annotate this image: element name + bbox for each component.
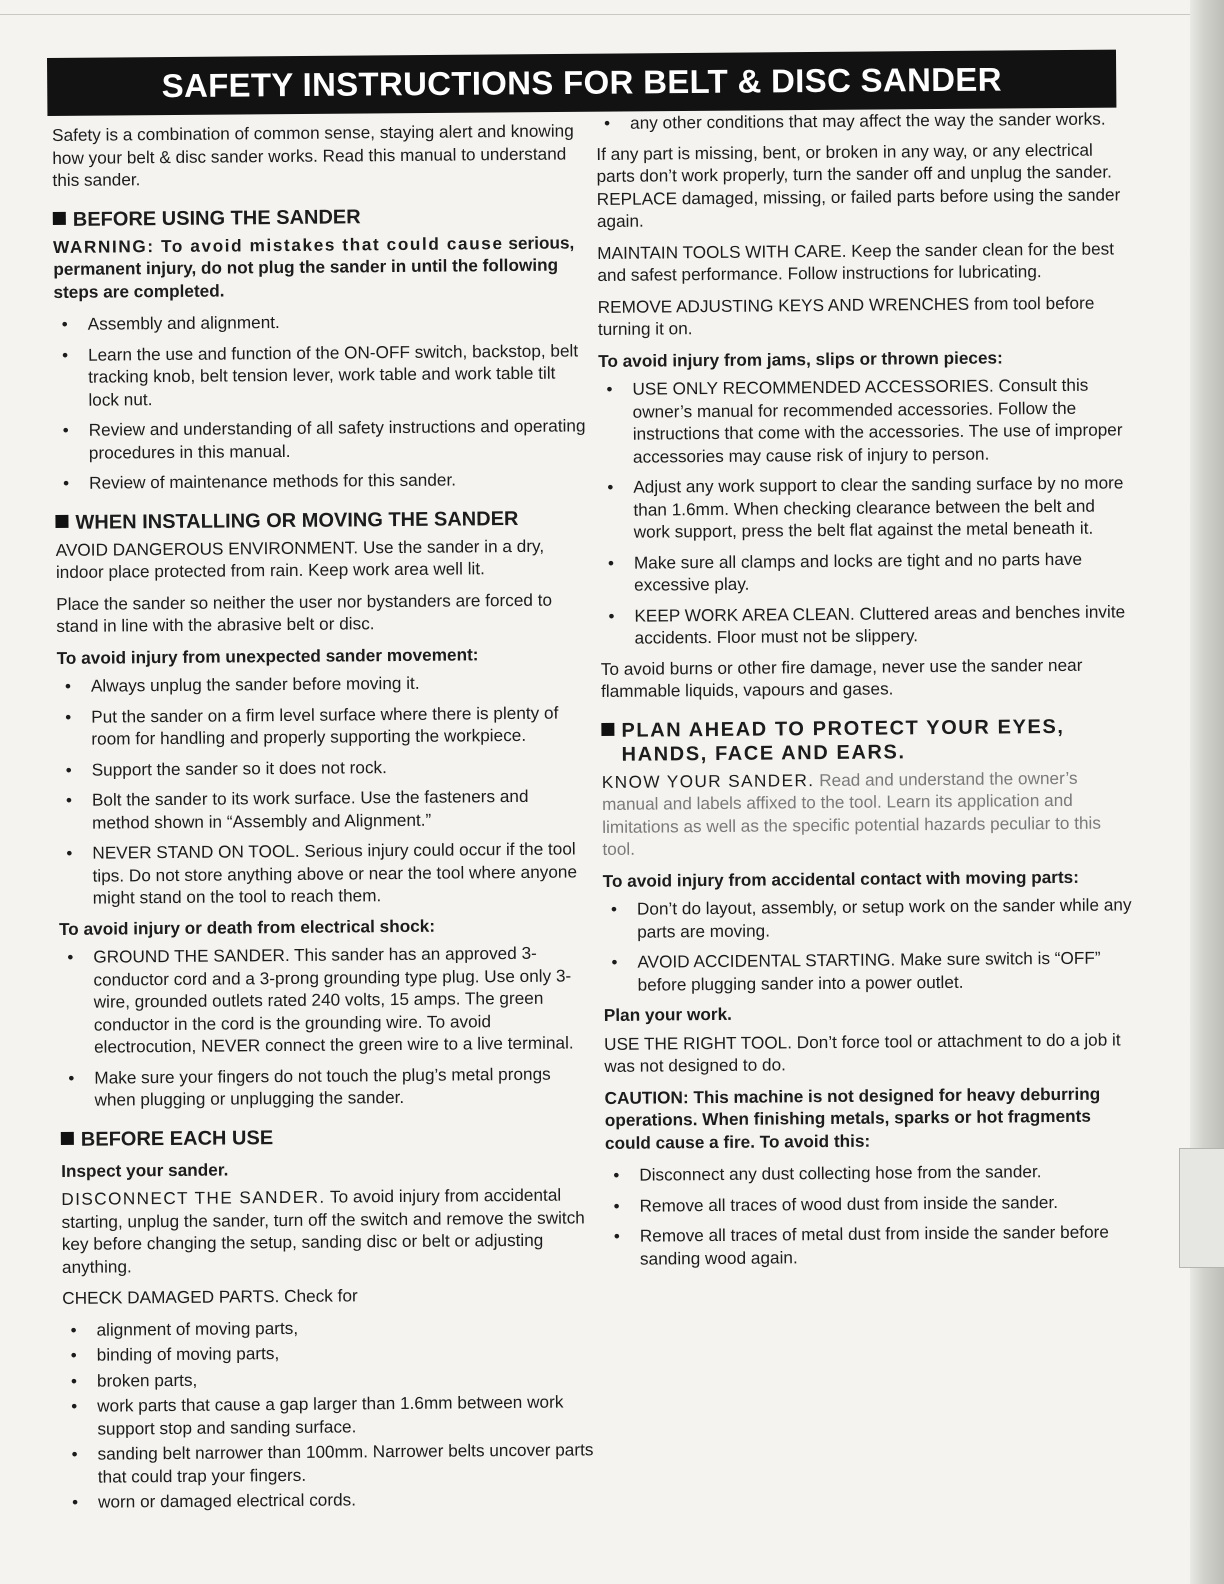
intro-paragraph: Safety is a combination of common sense, staying alert and knowing how your belt & disc sander works. Read this manual to understand this sander. xyxy=(52,120,574,190)
list-item: • NEVER STAND ON TOOL. Serious injury could occur if the tool tips. Do not store anything above or near the tool where anyone might stand on the tool to reach them. xyxy=(66,838,578,908)
list-item: • Support the sander so it does not rock. xyxy=(65,756,387,780)
contact-list xyxy=(603,893,1138,996)
list-item: • KEEP WORK AREA CLEAN. Cluttered areas and benches invite accidents. Floor must not be slippery. xyxy=(608,600,1126,648)
section-heading-before-each-use: BEFORE EACH USE xyxy=(61,1123,593,1152)
placement-paragraph: Place the sander so neither the user nor bystanders are forced to stand in line with the abrasive belt or disc. xyxy=(56,589,553,636)
remove-keys-paragraph: REMOVE ADJUSTING KEYS AND WRENCHES from tool before turning it on. xyxy=(597,292,1095,339)
heading-square-icon xyxy=(601,722,614,735)
list-item: • any other conditions that may affect the way the sander works. xyxy=(604,108,1106,133)
list-item: • Bolt the sander to its work surface. Use the fasteners and method shown in “Assembly and Alignment.” xyxy=(65,785,529,833)
list-item: • sanding belt narrower than 100mm. Narrower belts uncover parts that could trap your fingers. xyxy=(71,1439,594,1487)
burns-paragraph: To avoid burns or other fire damage, never use the sander near flammable liquids, vapours and gases. xyxy=(600,654,1083,701)
plan-work-subheading: Plan your work. xyxy=(603,1003,732,1025)
movement-subheading: To avoid injury from unexpected sander movement: xyxy=(56,643,479,668)
maintain-paragraph: MAINTAIN TOOLS WITH CARE. Keep the sander clean for the best and safest performance. Follow instructions for lubricating. xyxy=(597,237,1115,285)
list-item: • Adjust any work support to clear the sanding surface by no more than 1.6mm. When checking clearance between the belt and work support, press the belt flat against the metal beneath it. xyxy=(607,472,1124,542)
shock-subheading: To avoid injury or death from electrical shock: xyxy=(58,915,436,939)
shock-list xyxy=(59,941,592,1111)
caution-paragraph: CAUTION: This machine is not designed for heavy deburring operations. When finishing metals, sparks or hot fragments could cause a fire. To avoid this: xyxy=(604,1083,1101,1153)
list-item: • AVOID ACCIDENTAL STARTING. Make sure switch is “OFF” before plugging sander into a power outlet. xyxy=(611,947,1101,995)
list-item: • Disconnect any dust collecting hose from the sander. xyxy=(613,1161,1042,1185)
check-paragraph: CHECK DAMAGED PARTS. Check for xyxy=(62,1285,358,1308)
left-column xyxy=(52,119,596,1521)
right-tool-paragraph: USE THE RIGHT TOOL. Don’t force tool or attachment to do a job it was not designed to do. xyxy=(604,1028,1121,1076)
check-list xyxy=(62,1314,596,1514)
caution-list xyxy=(605,1159,1140,1270)
list-item: • broken parts, xyxy=(70,1369,198,1391)
page-title: SAFETY INSTRUCTIONS FOR BELT & DISC SANDER xyxy=(47,50,1116,116)
page-tab xyxy=(1179,1148,1224,1268)
disconnect-paragraph: DISCONNECT THE SANDER. To avoid injury from accidental starting, unplug the sander, turn off the switch and remove the switch key before changing the setup, sanding disc or belt or adjusting anything. xyxy=(61,1184,585,1277)
heading-square-icon xyxy=(61,1131,74,1144)
before-using-list xyxy=(54,308,588,494)
list-item: • Put the sander on a firm level surface where there is plenty of room for handling and properly supporting the workpiece. xyxy=(65,702,559,749)
list-item: • USE ONLY RECOMMENDED ACCESSORIES. Consult this owner’s manual for recommended accessories. Follow the instructions that come with the accessories. The use of improper accessories may cause risk of injury to person. xyxy=(606,374,1123,467)
list-item: • Always unplug the sander before moving it. xyxy=(64,672,420,696)
list-item: • Assembly and alignment. xyxy=(61,312,280,334)
list-item: • Don’t do layout, assembly, or setup work on the sander while any parts are moving. xyxy=(610,894,1132,942)
inspect-subheading: Inspect your sander. xyxy=(61,1159,229,1181)
scan-edge-line xyxy=(0,14,1224,15)
list-item: • Make sure all clamps and locks are tight and no parts have excessive play. xyxy=(607,548,1083,595)
continued-list xyxy=(596,107,1130,134)
list-item: • alignment of moving parts, xyxy=(70,1317,299,1340)
jams-subheading: To avoid injury from jams, slips or thrown pieces: xyxy=(598,346,1003,371)
missing-parts-paragraph: If any part is missing, bent, or broken in any way, or any electrical parts don’t work properly, turn the sander off and unplug the sander. REPLACE damaged, missing, or failed parts before using the sander again. xyxy=(596,139,1121,231)
right-column xyxy=(596,107,1140,1278)
list-item: • work parts that cause a gap larger than 1.6mm between work support stop and sanding surface. xyxy=(71,1391,564,1439)
list-item: • Remove all traces of metal dust from inside the sander before sanding wood again. xyxy=(613,1221,1109,1269)
list-item: • worn or damaged electrical cords. xyxy=(71,1489,357,1512)
heading-square-icon xyxy=(55,514,68,527)
section-heading-plan-ahead: PLAN AHEAD TO PROTECT YOUR EYES, HANDS, FACE AND EARS. xyxy=(601,714,1135,767)
list-item: • binding of moving parts, xyxy=(70,1343,280,1365)
heading-square-icon xyxy=(53,211,66,224)
jams-list xyxy=(598,373,1134,649)
list-item: • Review of maintenance methods for this sander. xyxy=(63,469,457,493)
warning-paragraph: WARNING: To avoid mistakes that could cause serious, permanent injury, do not plug the sander in until the following steps are completed. xyxy=(52,231,575,302)
list-item: • Make sure your fingers do not touch the plug’s metal prongs when plugging or unplugging the sander. xyxy=(68,1063,551,1110)
list-item: • GROUND THE SANDER. This sander has an approved 3-conductor cord and a 3-prong grounding type plug. Use only 3-wire, grounded outlets rated 240 volts, 15 amps. The green conductor in the cord is the grounding wire. To avoid electrocution, NEVER connect the green wire to a live terminal. xyxy=(67,942,574,1057)
section-heading-installing: WHEN INSTALLING OR MOVING THE SANDER xyxy=(55,506,587,535)
movement-list xyxy=(57,670,591,909)
list-item: • Review and understanding of all safety instructions and operating procedures in this manual. xyxy=(62,415,586,463)
list-item: • Remove all traces of wood dust from inside the sander. xyxy=(613,1191,1059,1216)
know-sander-paragraph: KNOW YOUR SANDER. Read and understand the owner’s manual and labels affixed to the tool. Learn its application and limitations as well as the specific potential hazards peculiar to this tool. xyxy=(601,767,1101,859)
list-item: • Learn the use and function of the ON-OFF switch, backstop, belt tracking knob, belt tension lever, work table and work table tilt lock nut. xyxy=(61,339,579,410)
environment-paragraph: AVOID DANGEROUS ENVIRONMENT. Use the sander in a dry, indoor place protected from rain. Keep work area well lit. xyxy=(55,535,545,582)
section-heading-before-using: BEFORE USING THE SANDER xyxy=(53,203,585,232)
page-binding-edge xyxy=(1190,0,1224,1584)
contact-subheading: To avoid injury from accidental contact with moving parts: xyxy=(602,866,1080,891)
